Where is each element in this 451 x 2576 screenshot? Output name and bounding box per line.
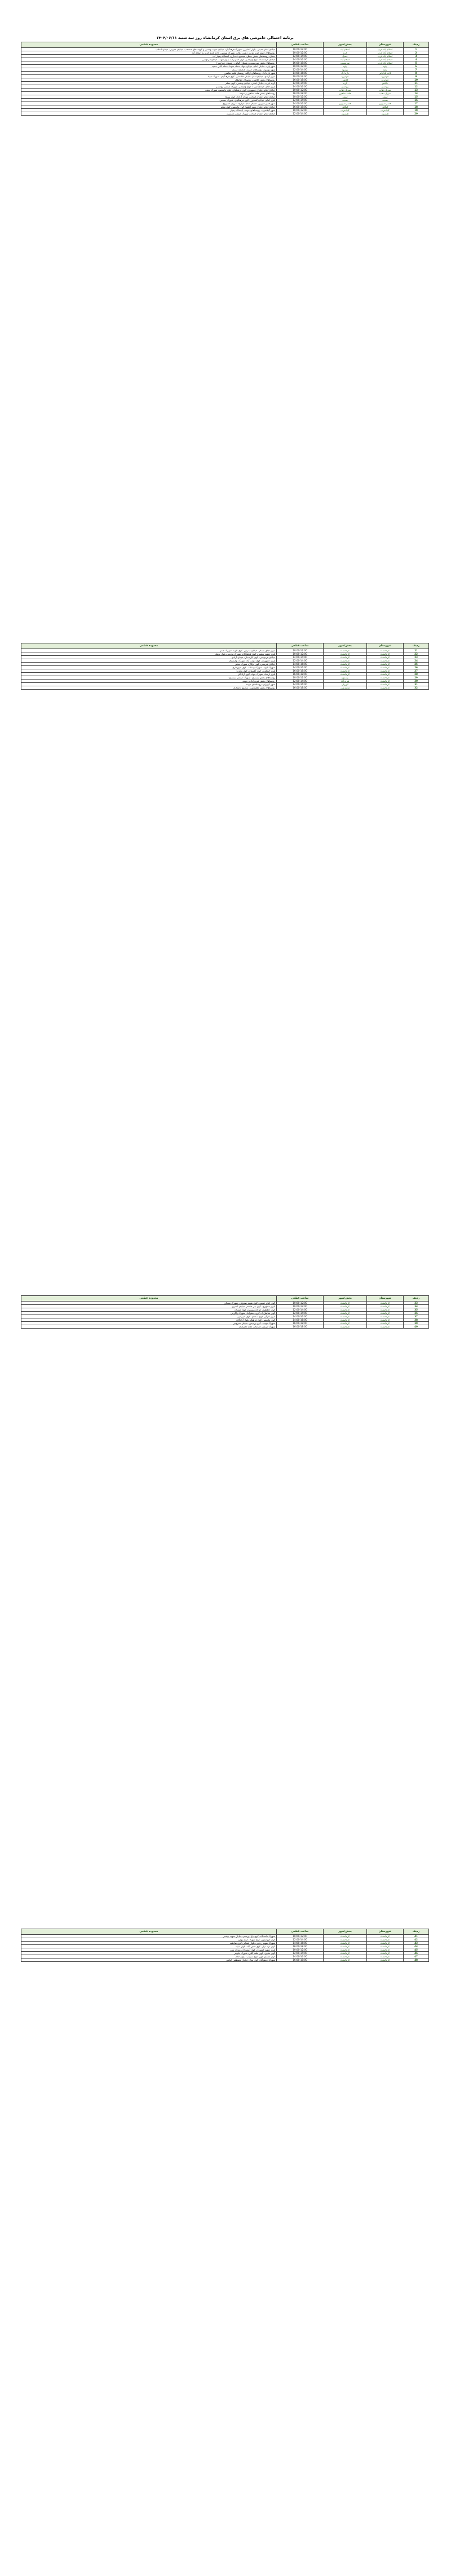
- row-number-cell: 37: [404, 1315, 429, 1318]
- area-cell: کرند غرب، خیابان اصلی، خیابان بهشتی، کوی معلم: [21, 82, 277, 85]
- province-cell: کرمانشاه: [367, 1952, 404, 1955]
- document-page-2: [21, 643, 429, 690]
- row-number-cell: 47: [404, 1955, 429, 1959]
- time-cell: 10:00-12:00: [277, 65, 324, 68]
- row-number-cell: 11: [404, 82, 429, 85]
- header-row-number: ردیف: [404, 1929, 429, 1935]
- row-number-cell: 5: [404, 61, 429, 65]
- time-cell: 10:00-12:00: [277, 676, 324, 680]
- row-number-cell: 45: [404, 1948, 429, 1952]
- area-cell: کوی حافظیه، خیابان بیستون، کوی چمران: [21, 1308, 277, 1312]
- document-page-1: [21, 34, 429, 116]
- area-cell: شهر قصر شیرین، خیابان امام، بازارچه مرزی خسروی: [21, 102, 277, 105]
- time-cell: 10:00-12:00: [277, 95, 324, 99]
- area-cell: بلوار جمهوری، کوی دولت آباد، شهرک بهارستان: [21, 659, 277, 663]
- row-number-cell: 2: [404, 51, 429, 55]
- city-cell: قصر شیرین: [324, 102, 367, 105]
- time-cell: 16:00-18:00: [277, 1322, 324, 1325]
- time-cell: 14:00-16:00: [277, 1315, 324, 1318]
- province-cell: سنقر: [367, 95, 404, 99]
- row-number-cell: 42: [404, 1938, 429, 1942]
- city-cell: کرمانشاه: [324, 1308, 367, 1312]
- row-number-cell: 4: [404, 58, 429, 61]
- province-cell: کرمانشاه: [367, 1325, 404, 1329]
- city-cell: کرمانشاه: [324, 1318, 367, 1322]
- area-cell: بلوار امام، خیابان شهدا، کوی ولیعصر، شهرک صنعتی روانسر: [21, 85, 277, 89]
- row-number-cell: 22: [404, 652, 429, 656]
- table-row: [21, 1325, 429, 1329]
- province-cell: کرمانشاه: [367, 666, 404, 669]
- city-cell: کرمانشاه: [324, 1935, 367, 1938]
- time-cell: 10:00-12:00: [277, 1948, 324, 1952]
- area-cell: بلوار امام، خیابان کشاورز، کوی فرهنگیان، شهرک صنعتی: [21, 99, 277, 102]
- time-cell: 14:00-16:00: [277, 72, 324, 75]
- time-cell: 10:00-12:00: [277, 1935, 324, 1938]
- row-number-cell: 31: [404, 683, 429, 686]
- header-area: محدوده قطعی: [21, 42, 277, 48]
- area-cell: خیابان امام خمینی، بلوار کشاورز، شهرک فرهنگیان، خیابان شهید بهشتی و کوچه های منشعب، خیابان مدرس، میدان انقلاب: [21, 48, 277, 51]
- time-cell: 14:00-16:00: [277, 102, 324, 105]
- row-number-cell: 12: [404, 85, 429, 89]
- city-cell: کلاشی: [324, 78, 367, 82]
- document-page-3: [21, 1295, 429, 1329]
- time-cell: 12:00-14:00: [277, 656, 324, 659]
- area-cell: شهرک دانشگاه، کوی باغ ابریشم، خیابان شهید بهشتی: [21, 1935, 277, 1938]
- province-cell: کرمانشاه: [367, 676, 404, 680]
- table-row: [21, 686, 429, 690]
- row-number-cell: 38: [404, 1318, 429, 1322]
- province-cell: اسلام آباد غرب: [367, 48, 404, 51]
- province-cell: دالاهو: [367, 82, 404, 85]
- header-city: بخش/شهر: [324, 1929, 367, 1935]
- province-cell: کرمانشاه: [367, 652, 404, 656]
- time-cell: 16:00-18:00: [277, 673, 324, 676]
- area-cell: شهر کوزران، روستاهای حومه: [21, 683, 277, 686]
- city-cell: سرمست: [324, 61, 367, 65]
- area-cell: کوی دره دراز، کوی فیض آباد، بلوار سپاه: [21, 1945, 277, 1948]
- document-title: برنامه احتمالی خاموشی های برق استان کرمانشاه روز سه شنبه ۱۴۰۴/۰۶/۱۱: [156, 36, 294, 40]
- time-cell: 12:00-14:00: [277, 1952, 324, 1955]
- province-cell: کرمانشاه: [367, 1318, 404, 1322]
- area-cell: روستاهای حومه کرند غرب، دشت ذهاب، شهرک صنعتی، جاده قدیم کرند به اسلام آباد: [21, 51, 277, 55]
- area-cell: خیابان امام، خیابان جمهوری، کوی فرهنگیان، بلوار ولیعصر، شهرک بعثت: [21, 89, 277, 92]
- city-cell: کرمانشاه: [324, 1322, 367, 1325]
- table-body: [21, 48, 429, 116]
- area-cell: کوی ولیعصر، کوی فرهنگ، بلوار آزادگان: [21, 1318, 277, 1322]
- row-number-cell: 26: [404, 666, 429, 669]
- city-cell: سرپل ذهاب: [324, 89, 367, 92]
- city-cell: نوسود: [324, 68, 367, 72]
- row-number-cell: 39: [404, 1322, 429, 1325]
- header-row-number: ردیف: [404, 1296, 429, 1302]
- table-body: [21, 1935, 429, 1962]
- area-cell: بلوار مطهری، کوی بنی هاشم، خیابان کسری: [21, 1305, 277, 1308]
- time-cell: 12:00-14:00: [277, 680, 324, 683]
- time-cell: 16:00-18:00: [277, 1945, 324, 1948]
- time-cell: 10:00-12:00: [277, 652, 324, 656]
- time-cell: 10:00-12:00: [277, 51, 324, 55]
- row-number-cell: 20: [404, 112, 429, 116]
- row-number-cell: 48: [404, 1959, 429, 1962]
- area-cell: کوی کیهانشهر، کوی شهیاد، کوی بهمن: [21, 1938, 277, 1942]
- header-area: محدوده قطعی: [21, 1296, 277, 1302]
- header-province: شهرستان: [367, 1296, 404, 1302]
- city-cell: کرمانشاه: [324, 1325, 367, 1329]
- city-cell: کرمانشاه: [324, 1315, 367, 1318]
- province-cell: کرمانشاه: [367, 1959, 404, 1962]
- city-cell: کرمانشاه: [324, 652, 367, 656]
- time-cell: 14:00-16:00: [277, 58, 324, 61]
- time-cell: 10:00-12:00: [277, 1302, 324, 1305]
- city-cell: هرسین: [324, 112, 367, 116]
- outage-table: [21, 643, 429, 690]
- province-cell: کرمانشاه: [367, 1935, 404, 1938]
- row-number-cell: 19: [404, 109, 429, 112]
- province-cell: کرمانشاه: [367, 1948, 404, 1952]
- time-cell: 14:00-16:00: [277, 683, 324, 686]
- city-cell: کرمانشاه: [324, 649, 367, 652]
- header-time: ساعت قطعی: [277, 643, 324, 649]
- city-cell: کرمانشاه: [324, 673, 367, 676]
- outage-table: [21, 42, 429, 116]
- outage-table: [21, 1929, 429, 1962]
- table-body: [21, 1302, 429, 1329]
- province-cell: قصر شیرین: [367, 102, 404, 105]
- row-number-cell: 23: [404, 656, 429, 659]
- time-cell: 12:00-14:00: [277, 112, 324, 116]
- city-cell: سنقر: [324, 95, 367, 99]
- time-cell: 14:00-16:00: [277, 663, 324, 666]
- province-cell: کرمانشاه: [367, 1315, 404, 1318]
- city-cell: کوزران: [324, 683, 367, 686]
- row-number-cell: 33: [404, 1302, 429, 1305]
- time-cell: 12:00-14:00: [277, 1312, 324, 1315]
- city-cell: فیروزآباد: [324, 680, 367, 683]
- row-number-cell: 44: [404, 1945, 429, 1948]
- city-cell: کرمانشاه: [324, 666, 367, 669]
- row-number-cell: 9: [404, 75, 429, 78]
- time-cell: 10:00-12:00: [277, 1305, 324, 1308]
- header-city: بخش/شهر: [324, 42, 367, 48]
- area-cell: شهرک صنعتی فرامان، جاده کامیاران: [21, 1325, 277, 1329]
- area-cell: کوی مسکن مهر، کوی سرتپ، بلوار امام: [21, 1955, 277, 1959]
- area-cell: روستاهای بخش ماهیدشت، مجتمع دامداری: [21, 686, 277, 690]
- time-cell: 10:00-12:00: [277, 48, 324, 51]
- area-cell: خیابان امام، خیابان انقلاب، شهرک صنعتی هرسین: [21, 112, 277, 116]
- time-cell: 12:00-14:00: [277, 68, 324, 72]
- area-cell: خیابان امام، خیابان معبد آناهیتا، کوی ولیعصر، کوی معلم: [21, 105, 277, 109]
- header-time: ساعت قطعی: [277, 1929, 324, 1935]
- row-number-cell: 7: [404, 68, 429, 72]
- row-number-cell: 14: [404, 92, 429, 95]
- time-cell: 12:00-14:00: [277, 1938, 324, 1942]
- area-cell: خیابان فردوسی، کوی کارمندان، میدان آزادی: [21, 656, 277, 659]
- province-cell: کنگاور: [367, 105, 404, 109]
- city-cell: تازه آباد: [324, 72, 367, 75]
- row-number-cell: 34: [404, 1305, 429, 1308]
- area-cell: بلوار کشاورز، کوی گلستان، کوی وحدت: [21, 669, 277, 673]
- province-cell: اسلام آباد غرب: [367, 51, 404, 55]
- time-cell: 10:00-12:00: [277, 75, 324, 78]
- row-number-cell: 27: [404, 669, 429, 673]
- document-page-4: [21, 1929, 429, 1962]
- time-cell: 16:00-18:00: [277, 105, 324, 109]
- city-cell: اسلام آباد: [324, 58, 367, 61]
- header-time: ساعت قطعی: [277, 1296, 324, 1302]
- area-cell: بلوار کارگر، کوی سعدی، کوی امیرکبیر: [21, 1315, 277, 1318]
- province-cell: کرمانشاه: [367, 680, 404, 683]
- province-cell: اسلام آباد غرب: [367, 58, 404, 61]
- area-cell: کوی شاطرآباد، کوی جعفرآباد، شهرک زاگرس: [21, 1312, 277, 1315]
- row-number-cell: 43: [404, 1942, 429, 1945]
- city-cell: کرمانشاه: [324, 659, 367, 663]
- time-cell: 16:00-18:00: [277, 92, 324, 95]
- city-cell: جوانرود: [324, 75, 367, 78]
- province-cell: کرمانشاه: [367, 683, 404, 686]
- time-cell: 12:00-14:00: [277, 659, 324, 663]
- table-header-row: [21, 643, 429, 649]
- area-cell: روستاهای بخش فیروزآباد و حومه: [21, 680, 277, 683]
- table-header-row: [21, 1929, 429, 1935]
- city-cell: روانسر: [324, 85, 367, 89]
- province-cell: کرمانشاه: [367, 656, 404, 659]
- area-cell: کوی تعاون، کوی قلعه گلین، شهرک نیلوفر: [21, 1952, 277, 1955]
- time-cell: 14:00-16:00: [277, 1318, 324, 1322]
- city-cell: کرند: [324, 82, 367, 85]
- time-cell: 14:00-16:00: [277, 1955, 324, 1959]
- area-cell: روستاهای بخش سرمست، روستای گواور، روستای چقا سرخ: [21, 61, 277, 65]
- city-cell: اسلام آباد: [324, 48, 367, 51]
- table-row: [21, 112, 429, 116]
- area-cell: کوی امام خمینی، کوی شهید صدوقی، شهرک مسکن: [21, 1302, 277, 1305]
- row-number-cell: 16: [404, 99, 429, 102]
- province-cell: کرمانشاه: [367, 1945, 404, 1948]
- row-number-cell: 28: [404, 673, 429, 676]
- time-cell: 14:00-16:00: [277, 85, 324, 89]
- time-cell: 16:00-18:00: [277, 78, 324, 82]
- area-cell: شهر نوسود، روستاهای حومه، بازارچه مرزی: [21, 68, 277, 72]
- province-cell: کرمانشاه: [367, 1938, 404, 1942]
- area-cell: شهر گیلانغرب، روستاهای حومه، ایستگاه پمپاژ: [21, 109, 277, 112]
- city-cell: صحنه: [324, 99, 367, 102]
- header-time: ساعت قطعی: [277, 42, 324, 48]
- province-cell: کرمانشاه: [367, 1322, 404, 1325]
- province-cell: سرپل ذهاب: [367, 89, 404, 92]
- time-cell: 10:00-12:00: [277, 649, 324, 652]
- province-cell: کرمانشاه: [367, 659, 404, 663]
- area-cell: خیابان امام، خیابان انقلاب، میدان آزادی، کوی بسیج: [21, 95, 277, 99]
- row-number-cell: 3: [404, 55, 429, 58]
- city-cell: قلعه شاهین: [324, 92, 367, 95]
- area-cell: بلوار آزادی، خیابان امام، خیابان طالقانی، کوی فرهنگیان، شهرک جهاد: [21, 75, 277, 78]
- province-cell: کرمانشاه: [367, 649, 404, 652]
- row-number-cell: 13: [404, 89, 429, 92]
- city-cell: کرمانشاه: [324, 1302, 367, 1305]
- area-cell: حمیل، روستاهای بخش حمیل، مجتمع دامداری، ایستگاه پمپاژ آب: [21, 55, 277, 58]
- city-cell: کرمانشاه: [324, 1938, 367, 1942]
- row-number-cell: 35: [404, 1308, 429, 1312]
- header-city: بخش/شهر: [324, 1296, 367, 1302]
- header-area: محدوده قطعی: [21, 643, 277, 649]
- row-number-cell: 17: [404, 102, 429, 105]
- time-cell: 10:00-12:00: [277, 109, 324, 112]
- row-number-cell: 21: [404, 649, 429, 652]
- city-cell: کرمانشاه: [324, 1959, 367, 1962]
- province-cell: کرمانشاه: [367, 669, 404, 673]
- row-number-cell: 30: [404, 680, 429, 683]
- area-cell: خیابان کرمانشاه، کوی ولیعصر، کوی امام رضا، بلوار شهدا، خیابان فردوسی: [21, 58, 277, 61]
- time-cell: 12:00-14:00: [277, 82, 324, 85]
- time-cell: 16:00-18:00: [277, 686, 324, 690]
- header-area: محدوده قطعی: [21, 1929, 277, 1935]
- row-number-cell: 18: [404, 105, 429, 109]
- row-number-cell: 24: [404, 659, 429, 663]
- province-cell: کرمانشاه: [367, 1308, 404, 1312]
- city-cell: کرمانشاه: [324, 1305, 367, 1308]
- outage-table: [21, 1295, 429, 1329]
- area-cell: بلوار طاق بستان، خیابان مدرس، کوی الهیه، شهرک ظفر: [21, 649, 277, 652]
- area-cell: بلوار شهید بهشتی، کوی فرهنگیان، شهرک پردیس، بلوار نوبهار: [21, 652, 277, 656]
- city-cell: کرمانشاه: [324, 663, 367, 666]
- row-number-cell: 36: [404, 1312, 429, 1315]
- province-cell: اسلام آباد غرب: [367, 55, 404, 58]
- area-cell: روستاهای بخش قلعه شاهین و حومه: [21, 92, 277, 95]
- city-cell: کرمانشاه: [324, 1945, 367, 1948]
- city-cell: کنگاور: [324, 105, 367, 109]
- row-number-cell: 40: [404, 1325, 429, 1329]
- province-cell: پاوه: [367, 65, 404, 68]
- row-number-cell: 29: [404, 676, 429, 680]
- province-cell: سرپل ذهاب: [367, 92, 404, 95]
- province-cell: کرمانشاه: [367, 1312, 404, 1315]
- province-cell: جوانرود: [367, 75, 404, 78]
- province-cell: کرمانشاه: [367, 1942, 404, 1945]
- time-cell: 12:00-14:00: [277, 99, 324, 102]
- time-cell: 12:00-14:00: [277, 55, 324, 58]
- row-number-cell: 15: [404, 95, 429, 99]
- row-number-cell: 1: [404, 48, 429, 51]
- province-cell: صحنه: [367, 99, 404, 102]
- province-cell: کرمانشاه: [367, 1955, 404, 1959]
- province-cell: کرمانشاه: [367, 686, 404, 690]
- city-cell: بیستون: [324, 676, 367, 680]
- province-cell: کرمانشاه: [367, 663, 404, 666]
- province-cell: هرسین: [367, 112, 404, 116]
- time-cell: 16:00-18:00: [277, 1959, 324, 1962]
- row-number-cell: 46: [404, 1952, 429, 1955]
- time-cell: 16:00-18:00: [277, 669, 324, 673]
- city-cell: ماهیدشت: [324, 686, 367, 690]
- row-number-cell: 25: [404, 663, 429, 666]
- province-cell: اسلام آباد غرب: [367, 61, 404, 65]
- area-cell: روستاهای بخش بیستون، شهرک صنعتی بیستون: [21, 676, 277, 680]
- city-cell: کرند: [324, 51, 367, 55]
- area-cell: شهرک الهیه، شهرک رسالت، کوی شهرداری: [21, 666, 277, 669]
- row-number-cell: 8: [404, 72, 429, 75]
- header-province: شهرستان: [367, 42, 404, 48]
- province-cell: روانسر: [367, 85, 404, 89]
- city-cell: کرمانشاه: [324, 1948, 367, 1952]
- province-cell: پاوه: [367, 68, 404, 72]
- time-cell: 16:00-18:00: [277, 61, 324, 65]
- city-cell: کرمانشاه: [324, 656, 367, 659]
- city-cell: گیلانغرب: [324, 109, 367, 112]
- area-cell: شهرک مهدیه، کوی پردیس، خیابان سیروس: [21, 1322, 277, 1325]
- city-cell: پاوه: [324, 65, 367, 68]
- header-row-number: ردیف: [404, 643, 429, 649]
- area-cell: بلوار شهید کشوری، کوی آبشوران، میدان نفت: [21, 1948, 277, 1952]
- province-cell: کرمانشاه: [367, 673, 404, 676]
- area-cell: شهرک جعفرآباد، کوی بنیاد، خیابان مصطفی امامی: [21, 1959, 277, 1962]
- time-cell: 14:00-16:00: [277, 666, 324, 669]
- header-province: شهرستان: [367, 643, 404, 649]
- city-cell: کرمانشاه: [324, 1952, 367, 1955]
- city-cell: کرمانشاه: [324, 669, 367, 673]
- table-header-row: [21, 1296, 429, 1302]
- table-row: [21, 1959, 429, 1962]
- city-cell: کرمانشاه: [324, 1955, 367, 1959]
- city-cell: حمیل: [324, 55, 367, 58]
- area-cell: خیابان شریعتی، کوی نوکان، شهرک معلم: [21, 663, 277, 666]
- province-cell: کرمانشاه: [367, 1305, 404, 1308]
- province-cell: گیلانغرب: [367, 109, 404, 112]
- area-cell: روستاهای بخش کلاشی، روستای چقاملک: [21, 78, 277, 82]
- row-number-cell: 6: [404, 65, 429, 68]
- row-number-cell: 10: [404, 78, 429, 82]
- header-city: بخش/شهر: [324, 643, 367, 649]
- province-cell: کرمانشاه: [367, 1302, 404, 1305]
- area-cell: شهرک شهید رجایی، بلوار عشایر، کوی صادقیه: [21, 1942, 277, 1945]
- table-body: [21, 649, 429, 690]
- row-number-cell: 41: [404, 1935, 429, 1938]
- area-cell: بلوار ارشاد، شهرک جهاد، کوی آزادگان: [21, 673, 277, 676]
- city-cell: کرمانشاه: [324, 1312, 367, 1315]
- time-cell: 12:00-14:00: [277, 1308, 324, 1312]
- province-cell: ثلاث باباجانی: [367, 72, 404, 75]
- city-cell: کرمانشاه: [324, 1942, 367, 1945]
- header-province: شهرستان: [367, 1929, 404, 1935]
- row-number-cell: 32: [404, 686, 429, 690]
- area-cell: شهر تازه آباد، روستاهای ازگله، روستای قلعه شاهین: [21, 72, 277, 75]
- header-row-number: ردیف: [404, 42, 429, 48]
- table-header-row: [21, 42, 429, 48]
- province-cell: جوانرود: [367, 78, 404, 82]
- time-cell: 10:00-12:00: [277, 89, 324, 92]
- time-cell: 14:00-16:00: [277, 1942, 324, 1945]
- time-cell: 16:00-18:00: [277, 1325, 324, 1329]
- area-cell: شهر پاوه، خیابان امام، خیابان جهاد، محله شهدا، محله کانی سفید: [21, 65, 277, 68]
